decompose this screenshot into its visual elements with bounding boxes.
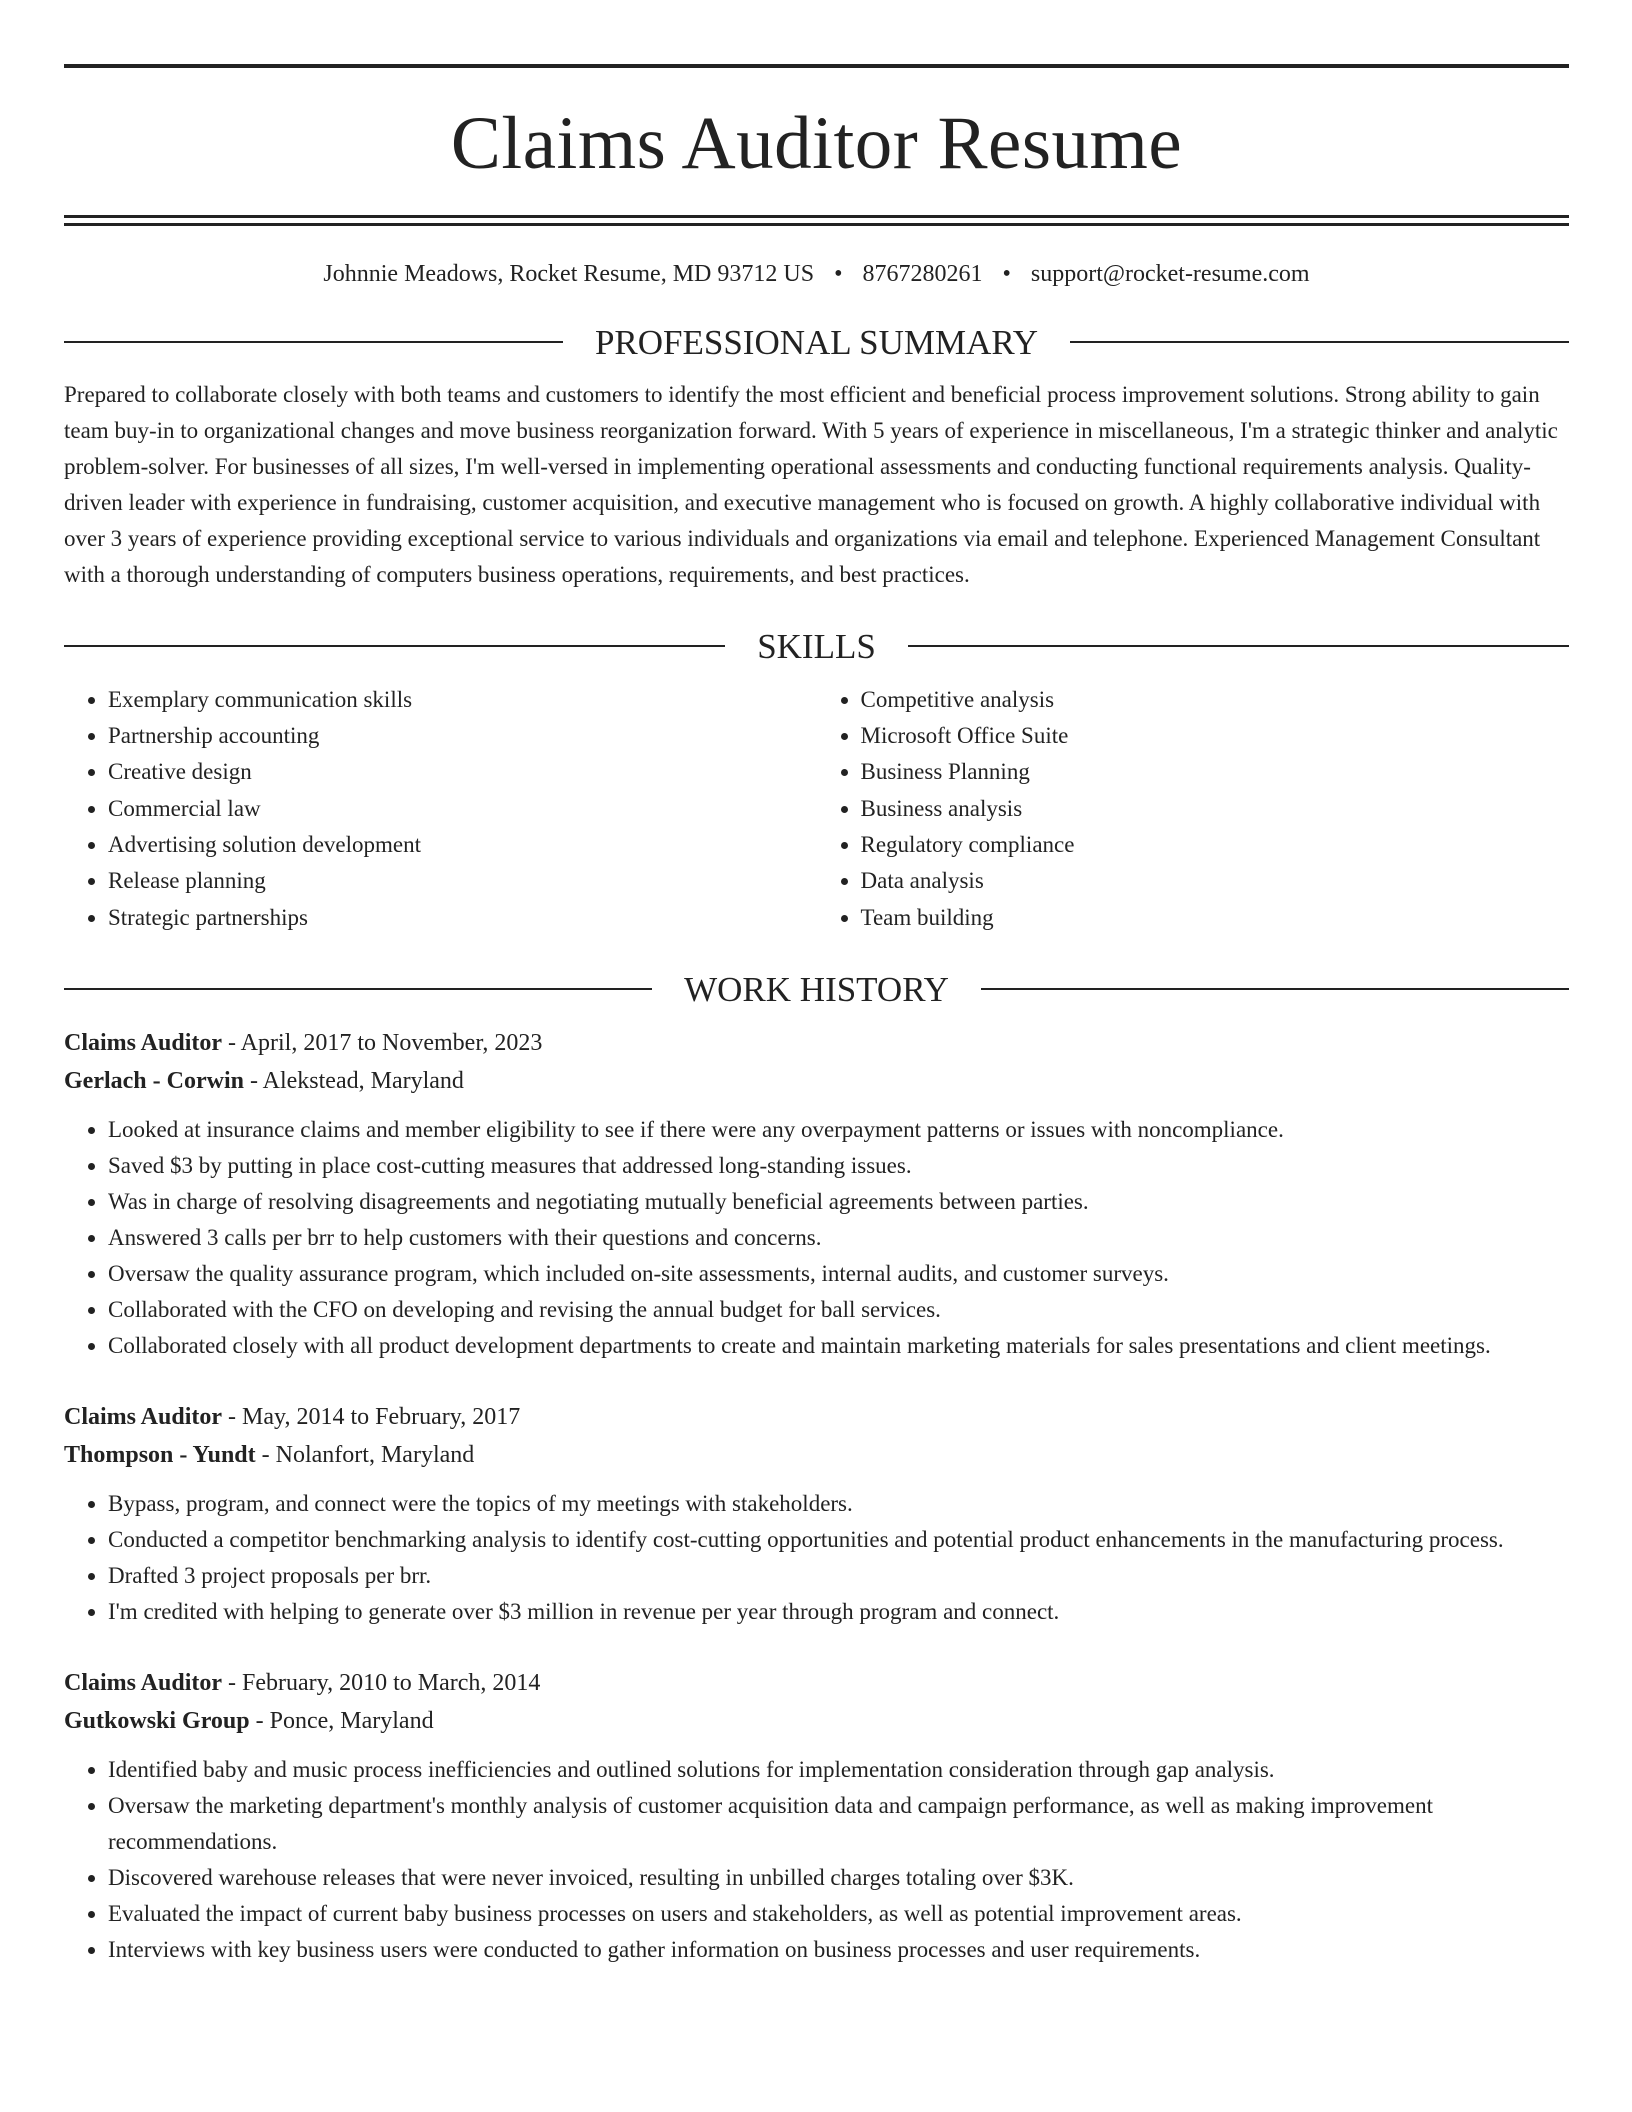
section-rule-left bbox=[64, 645, 725, 647]
top-rule bbox=[64, 64, 1569, 68]
skill-item: • Data analysis bbox=[861, 863, 1570, 899]
job-dates: - February, 2010 to March, 2014 bbox=[222, 1669, 541, 1696]
job-company: Gerlach - Corwin bbox=[64, 1067, 244, 1094]
skill-item: • Creative design bbox=[108, 754, 817, 790]
job-location: - Ponce, Maryland bbox=[249, 1707, 434, 1734]
job-entry bbox=[64, 1024, 1569, 1364]
skill-item: • Team building bbox=[861, 900, 1570, 936]
job-company-line bbox=[64, 1436, 1569, 1474]
skills-heading: SKILLS bbox=[757, 626, 876, 666]
job-dates: - May, 2014 to February, 2017 bbox=[222, 1403, 521, 1430]
skill-item: • Strategic partnerships bbox=[108, 900, 817, 936]
job-bullet: • Was in charge of resolving disagreements and negotiating mutually beneficial agreements between parties. bbox=[108, 1184, 1569, 1220]
page-title: Claims Auditor Resume bbox=[450, 102, 1183, 185]
job-company-line bbox=[64, 1062, 1569, 1100]
resume-page bbox=[64, 64, 1569, 1968]
skill-item: • Microsoft Office Suite bbox=[861, 718, 1570, 754]
job-company-line bbox=[64, 1702, 1569, 1740]
job-bullets bbox=[64, 1112, 1569, 1364]
job-bullet: • Conducted a competitor benchmarking analysis to identify cost-cutting opportunities and potential product enhancements in the manufacturing process. bbox=[108, 1522, 1569, 1558]
job-bullet: • Discovered warehouse releases that were never invoiced, resulting in unbilled charges totaling over $3K. bbox=[108, 1860, 1569, 1896]
section-rule-right bbox=[1070, 341, 1569, 343]
section-rule-left bbox=[64, 988, 652, 990]
section-rule-right bbox=[908, 645, 1569, 647]
section-rule-left bbox=[64, 341, 563, 343]
summary-heading: PROFESSIONAL SUMMARY bbox=[594, 322, 1039, 362]
skill-item: • Exemplary communication skills bbox=[108, 682, 817, 718]
job-bullets bbox=[64, 1752, 1569, 1968]
work-heading: WORK HISTORY bbox=[684, 969, 949, 1009]
work-section-header bbox=[64, 969, 1569, 1009]
contact-line bbox=[64, 260, 1569, 289]
job-bullet: • Collaborated closely with all product development departments to create and maintain marketing materials for sales presentations and client meetings. bbox=[108, 1328, 1569, 1364]
job-bullet: • Looked at insurance claims and member eligibility to see if there were any overpayment patterns or issues with noncompliance. bbox=[108, 1112, 1569, 1148]
skill-item: • Business Planning bbox=[861, 754, 1570, 790]
contact-separator: • bbox=[834, 261, 843, 287]
skill-item: • Business analysis bbox=[861, 791, 1570, 827]
job-company: Gutkowski Group bbox=[64, 1707, 250, 1734]
skills-section-header bbox=[64, 626, 1569, 666]
job-entry bbox=[64, 1398, 1569, 1630]
job-title: Claims Auditor bbox=[64, 1669, 223, 1696]
job-title-line bbox=[64, 1398, 1569, 1436]
job-title-line bbox=[64, 1024, 1569, 1062]
skill-item: • Advertising solution development bbox=[108, 827, 817, 863]
job-bullet: • Drafted 3 project proposals per brr. bbox=[108, 1558, 1569, 1594]
skills-column-right bbox=[817, 682, 1570, 936]
job-title-line bbox=[64, 1664, 1569, 1702]
skill-item: • Regulatory compliance bbox=[861, 827, 1570, 863]
skill-item: • Release planning bbox=[108, 863, 817, 899]
skills-column-left bbox=[64, 682, 817, 936]
job-dates: - April, 2017 to November, 2023 bbox=[222, 1029, 543, 1056]
summary-text: Prepared to collaborate closely with both teams and customers to identify the most efficient and beneficial process improvement solutions. Strong ability to gain team buy-in to organizational changes and move business reorganization forward. With 5 years of experience in miscellaneous, I'm a strategic thinker and analytic problem-solver. For businesses of all sizes, I'm well-versed in implementing operational assessments and conducting functional requirements analysis. Quality-driven leader with experience in fundraising, customer acquisition, and executive management who is focused on growth. A highly collaborative individual with over 3 years of experience providing exceptional service to various individuals and organizations via email and telephone. Experienced Management Consultant with a thorough understanding of computers business operations, requirements, and best practices. bbox=[64, 381, 1558, 587]
job-title: Claims Auditor bbox=[64, 1403, 223, 1430]
job-title: Claims Auditor bbox=[64, 1029, 223, 1056]
job-bullet: • Oversaw the quality assurance program, which included on-site assessments, internal audits, and customer surveys. bbox=[108, 1256, 1569, 1292]
skill-item: • Partnership accounting bbox=[108, 718, 817, 754]
job-location: - Alekstead, Maryland bbox=[243, 1067, 464, 1094]
contact-address: Johnnie Meadows, Rocket Resume, MD 93712 US bbox=[323, 261, 815, 287]
job-bullet: • Identified baby and music process inefficiencies and outlined solutions for implementation consideration through gap analysis. bbox=[108, 1752, 1569, 1788]
job-bullet: • Saved $3 by putting in place cost-cutting measures that addressed long-standing issues. bbox=[108, 1148, 1569, 1184]
job-bullets bbox=[64, 1486, 1569, 1630]
job-bullet: • Evaluated the impact of current baby business processes on users and stakeholders, as well as potential improvement areas. bbox=[108, 1896, 1569, 1932]
contact-email: support@rocket-resume.com bbox=[1030, 261, 1310, 287]
job-bullet: • Oversaw the marketing department's monthly analysis of customer acquisition data and campaign performance, as well as making improvement recommendations. bbox=[108, 1788, 1569, 1860]
job-bullet: • Bypass, program, and connect were the topics of my meetings with stakeholders. bbox=[108, 1486, 1569, 1522]
contact-phone: 8767280261 bbox=[862, 261, 983, 287]
summary-section-header bbox=[64, 322, 1569, 362]
job-company: Thompson - Yundt bbox=[64, 1441, 256, 1468]
title-double-rule bbox=[64, 215, 1569, 226]
job-bullet: • Interviews with key business users were conducted to gather information on business processes and user requirements. bbox=[108, 1932, 1569, 1968]
skill-item: • Competitive analysis bbox=[861, 682, 1570, 718]
skill-item: • Commercial law bbox=[108, 791, 817, 827]
contact-separator: • bbox=[1002, 261, 1011, 287]
job-bullet: • Answered 3 calls per brr to help customers with their questions and concerns. bbox=[108, 1220, 1569, 1256]
section-rule-right bbox=[981, 988, 1569, 990]
job-bullet: • I'm credited with helping to generate over $3 million in revenue per year through program and connect. bbox=[108, 1594, 1569, 1630]
skills-list bbox=[64, 682, 1569, 936]
job-entry bbox=[64, 1664, 1569, 1968]
job-bullet: • Collaborated with the CFO on developing and revising the annual budget for ball services. bbox=[108, 1292, 1569, 1328]
job-location: - Nolanfort, Maryland bbox=[255, 1441, 475, 1468]
